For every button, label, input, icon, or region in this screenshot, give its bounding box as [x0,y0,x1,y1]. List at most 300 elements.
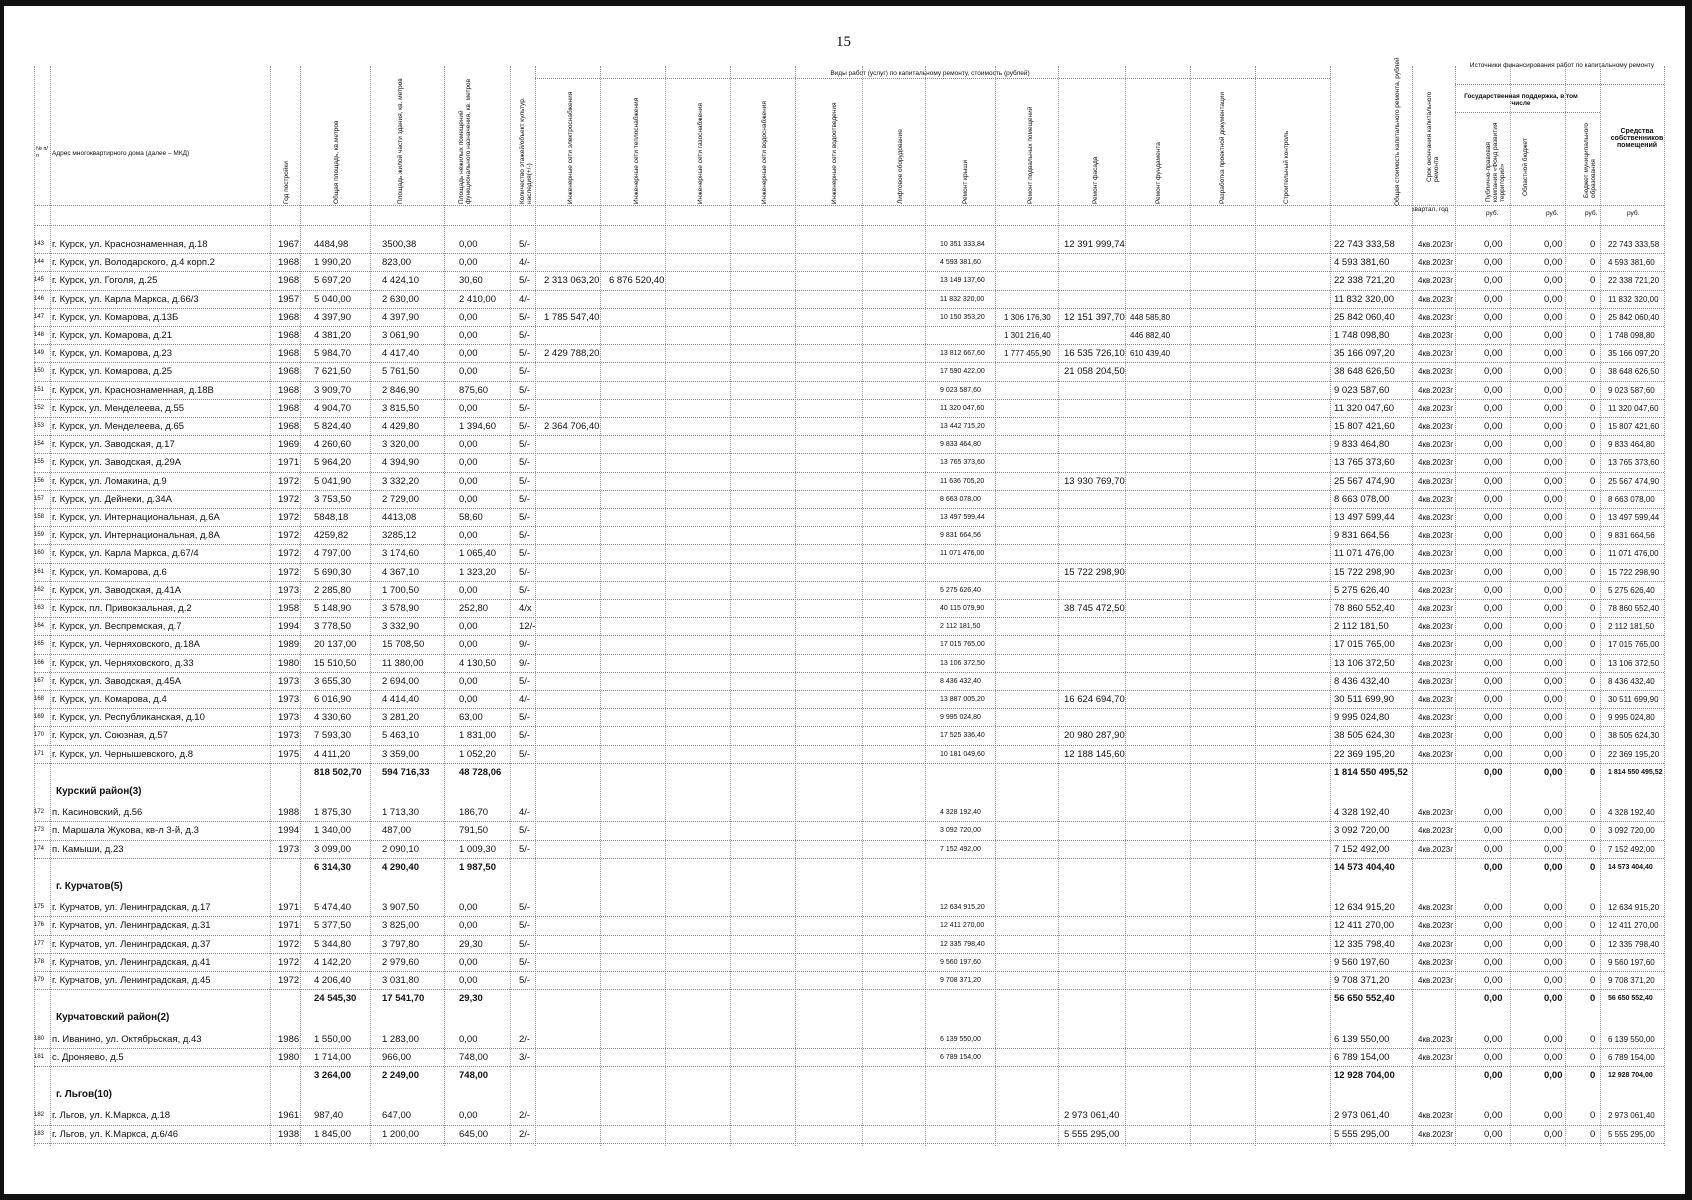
cell-roof: 9 560 197,60 [940,958,981,966]
cell-ta: 4 397,90 [314,311,351,323]
cell-roof: 5 275 626,40 [940,586,981,594]
unit-rub-municipal: руб. [1585,210,1598,217]
cell-f2: 0,00 [1544,730,1563,742]
cell-year: 1986 [278,1033,300,1045]
cell-la: 3 578,90 [382,603,419,614]
cell-year: 1989 [278,639,300,651]
cell-own: 30 511 699,90 [1608,695,1659,704]
cell-own: 9 995 024,80 [1608,713,1655,723]
cell-year: 1973 [278,843,300,855]
cell-tot: 22 369 195,20 [1334,748,1395,760]
cell-f1: 0,00 [1484,730,1503,742]
cell-f3: 0 [1590,1128,1596,1140]
header-lift: Лифтовое оборудование [897,129,904,204]
cell-f1: 0,00 [1484,748,1503,760]
cell-bas: 1 301 216,40 [1004,331,1051,340]
cell-f1: 0,00 [1484,1110,1503,1122]
table-row [34,600,1666,618]
cell-dl: 4кв.2023г [1418,604,1454,613]
cell-la: 966,00 [382,1051,412,1063]
cell-year: 1971 [278,902,300,914]
cell-roof: 13 442 715,20 [940,423,985,430]
cell-f1: 0,00 [1484,239,1503,250]
header-year: Год постройки [283,161,290,204]
cell-f2: 0,00 [1544,384,1563,396]
cell-la: 4 414,40 [382,694,419,705]
cell-own: 22 338 721,20 [1608,276,1660,286]
section-total-row [34,990,1666,1008]
header-control: Строительный контроль [1283,130,1290,204]
cell-own: 15 807 421,60 [1608,422,1660,431]
cell-na: 0,00 [459,920,478,932]
cell-n: 146 [34,295,45,302]
cell-year: 1975 [278,748,300,760]
cell-fl: 5/- [519,920,531,932]
cell-la: 4 397,90 [382,311,419,323]
cell-ta: 5 377,50 [314,920,351,932]
cell-la: 4 394,90 [382,457,419,469]
cell-dl: 4кв.2023г [1418,276,1454,286]
cell-f3: 0 [1590,1051,1596,1063]
cell-f2: 0,00 [1544,512,1563,523]
header-num: № п/п [36,146,48,159]
cell-f1: 0,00 [1484,530,1503,542]
cell-dl: 4кв.2023г [1418,731,1454,741]
total-f3: 0 [1590,766,1596,778]
cell-fl: 9/- [519,657,531,669]
group-title: г. Льгов(10) [56,1089,112,1101]
cell-dl: 4кв.2023г [1418,903,1454,913]
cell-na: 0,00 [459,956,478,968]
cell-n: 165 [34,641,45,648]
cell-tot: 11 071 476,00 [1334,548,1395,560]
cell-year: 1994 [278,621,300,633]
cell-own: 15 722 298,90 [1608,567,1660,577]
cell-own: 4 593 381,60 [1608,258,1655,268]
cell-tot: 12 634 915,20 [1334,902,1395,914]
cell-own: 22 743 333,58 [1608,240,1660,249]
cell-year: 1994 [278,825,300,837]
cell-tot: 11 832 320,00 [1334,293,1395,305]
cell-ta: 6 016,90 [314,694,351,705]
unit-deadline: квартал, год [1411,206,1449,213]
cell-dl: 4кв.2023г [1418,349,1454,359]
cell-f3: 0 [1590,956,1596,968]
cell-fl: 5/- [519,348,531,360]
cell-n: 180 [34,1035,45,1042]
cell-roof: 12 634 915,20 [940,904,985,912]
cell-dl: 4кв.2023г [1418,549,1454,559]
cell-fl: 5/- [519,730,531,742]
table-row [34,473,1666,491]
cell-addr: г. Курск, ул. Краснознаменная, д.18В [52,384,214,396]
cell-f2: 0,00 [1544,748,1563,760]
grid-line [34,205,1664,206]
cell-year: 1968 [278,366,300,378]
cell-la: 4413,08 [382,512,417,523]
cell-addr: г. Курск, ул. Веспремская, д.7 [52,621,182,633]
cell-tot: 1 748 098,80 [1334,330,1390,341]
cell-own: 9 023 587,60 [1608,385,1655,395]
cell-ta: 1 714,00 [314,1051,351,1063]
cell-fac: 13 930 769,70 [1064,475,1125,487]
cell-na: 0,00 [459,439,478,451]
cell-year: 1968 [278,348,300,360]
cell-tot: 13 106 372,50 [1334,657,1395,669]
cell-addr: г. Курск, ул. Комарова, д.13Б [52,311,179,323]
cell-roof: 8 436 432,40 [940,677,981,685]
table-row [34,727,1666,745]
cell-tot: 6 139 550,00 [1334,1033,1390,1045]
cell-roof: 13 149 137,60 [940,277,985,285]
grid-line [1455,84,1664,85]
cell-ta: 5 344,80 [314,938,351,950]
cell-year: 1973 [278,712,300,724]
cell-f3: 0 [1590,330,1596,341]
cell-f1: 0,00 [1484,843,1503,855]
table-row [34,804,1666,822]
cell-year: 1938 [278,1128,300,1140]
cell-la: 1 713,30 [382,807,419,819]
cell-n: 151 [34,386,45,393]
cell-dl: 4кв.2023г [1418,294,1454,304]
cell-la: 4 417,40 [382,348,419,360]
group-title: Курский район(3) [56,786,142,797]
cell-tot: 5 555 295,00 [1334,1128,1390,1140]
cell-na: 1 831,00 [459,730,496,742]
cell-f3: 0 [1590,843,1596,855]
cell-f2: 0,00 [1544,493,1563,505]
cell-f1: 0,00 [1484,956,1503,968]
total-la: 4 290,40 [382,861,419,873]
cell-own: 35 166 097,20 [1608,349,1660,359]
cell-f2: 0,00 [1544,530,1563,542]
cell-dl: 4кв.2023г [1418,331,1454,340]
cell-ta: 4 797,00 [314,548,351,560]
cell-addr: г. Курск, ул. Карла Маркса, д.67/4 [52,548,199,560]
cell-na: 2 410,00 [459,293,496,305]
cell-f2: 0,00 [1544,239,1563,250]
cell-own: 6 139 550,00 [1608,1034,1655,1044]
cell-f3: 0 [1590,275,1596,287]
cell-f2: 0,00 [1544,439,1563,451]
scan-border-left [0,0,4,1200]
cell-dl: 4кв.2023г [1418,585,1454,595]
cell-ta: 3 099,00 [314,843,351,855]
cell-f1: 0,00 [1484,621,1503,633]
cell-f3: 0 [1590,639,1596,651]
cell-roof: 9 831 664,56 [940,532,981,540]
cell-fac: 12 188 145,60 [1064,748,1125,760]
cell-dl: 4кв.2023г [1418,844,1454,854]
cell-f3: 0 [1590,566,1596,578]
cell-roof: 4 328 192,40 [940,809,981,817]
total-own: 1 814 550 495,52 [1608,768,1663,776]
cell-addr: г. Курск, ул. Интернациональная, д.6А [52,512,220,523]
total-own: 56 650 552,40 [1608,995,1653,1003]
cell-f3: 0 [1590,311,1596,323]
cell-fnd: 610 439,40 [1130,349,1171,359]
cell-ta: 5 148,90 [314,603,351,614]
cell-year: 1968 [278,421,300,432]
cell-roof: 4 593 381,60 [940,259,981,267]
cell-ta: 1 990,20 [314,257,351,269]
cell-year: 1972 [278,975,300,986]
cell-f1: 0,00 [1484,366,1503,378]
cell-f3: 0 [1590,257,1596,269]
cell-addr: г. Курск, пл. Привокзальная, д.2 [52,603,192,614]
cell-year: 1980 [278,657,300,669]
cell-elec: 1 785 547,40 [544,311,600,323]
cell-year: 1972 [278,493,300,505]
cell-tot: 4 593 381,60 [1334,257,1390,269]
cell-f3: 0 [1590,439,1596,451]
cell-f2: 0,00 [1544,920,1563,932]
cell-tot: 15 722 298,90 [1334,566,1395,578]
grid-line [34,225,1664,226]
cell-tot: 15 807 421,60 [1334,421,1395,432]
cell-tot: 35 166 097,20 [1334,348,1395,360]
cell-n: 179 [34,977,45,983]
cell-year: 1968 [278,384,300,396]
cell-own: 12 634 915,20 [1608,903,1660,913]
row-divider [34,1143,1664,1144]
cell-f1: 0,00 [1484,421,1503,432]
total-la: 2 249,00 [382,1070,419,1081]
total-na: 48 728,06 [459,766,502,778]
cell-f2: 0,00 [1544,675,1563,687]
cell-addr: г. Курчатов, ул. Ленинградская, д.41 [52,956,211,968]
cell-n: 154 [34,441,45,448]
cell-addr: г. Курск, ул. Союзная, д.57 [52,730,168,742]
cell-n: 181 [34,1053,45,1060]
cell-f1: 0,00 [1484,493,1503,505]
section-total-row [34,764,1666,782]
cell-year: 1967 [278,239,300,250]
cell-year: 1968 [278,311,300,323]
cell-fl: 5/- [519,902,531,914]
cell-f1: 0,00 [1484,902,1503,914]
cell-f1: 0,00 [1484,330,1503,341]
cell-tot: 30 511 699,90 [1334,694,1395,705]
cell-f3: 0 [1590,348,1596,360]
cell-own: 5 555 295,00 [1608,1129,1655,1139]
cell-roof: 9 833 464,80 [940,441,981,449]
cell-n: 178 [34,958,45,965]
cell-roof: 13 812 667,60 [940,350,985,358]
cell-f1: 0,00 [1484,257,1503,269]
cell-n: 167 [34,677,45,684]
cell-la: 15 708,50 [382,639,425,651]
cell-f3: 0 [1590,548,1596,560]
cell-ta: 3 753,50 [314,493,351,505]
cell-f3: 0 [1590,603,1596,614]
cell-dl: 4кв.2023г [1418,513,1454,522]
cell-tot: 4 328 192,40 [1334,807,1390,819]
cell-na: 0,00 [459,330,478,341]
cell-tot: 38 505 624,30 [1334,730,1395,742]
section-total-row [34,859,1666,877]
cell-n: 162 [34,586,45,593]
cell-la: 487,00 [382,825,412,837]
cell-own: 25 567 474,90 [1608,476,1660,486]
cell-fl: 5/- [519,439,531,451]
cell-own: 8 436 432,40 [1608,676,1655,686]
cell-f1: 0,00 [1484,457,1503,469]
cell-fac: 12 391 999,74 [1064,239,1125,250]
cell-f3: 0 [1590,712,1596,724]
cell-dl: 4кв.2023г [1418,640,1454,650]
cell-f1: 0,00 [1484,584,1503,596]
header-elec: Инженерные сети электроснабжения [567,91,574,204]
cell-addr: г. Курск, ул. Комарова, д.23 [52,348,173,360]
cell-ta: 1 550,00 [314,1033,351,1045]
cell-f2: 0,00 [1544,639,1563,651]
cell-n: 168 [34,696,45,702]
cell-la: 3 815,50 [382,402,419,414]
cell-own: 1 748 098,80 [1608,331,1655,340]
cell-f1: 0,00 [1484,566,1503,578]
cell-na: 875,60 [459,384,489,396]
cell-bas: 1 777 455,90 [1004,349,1051,359]
cell-la: 4 367,10 [382,566,419,578]
cell-n: 145 [34,277,45,284]
cell-own: 13 497 599,44 [1608,513,1660,522]
cell-fac: 21 058 204,50 [1064,366,1125,378]
cell-addr: г. Курск, ул. Менделеева, д.55 [52,402,185,414]
unit-rub-fund: руб. [1486,210,1499,217]
cell-n: 183 [34,1130,45,1137]
cell-ta: 4 904,70 [314,402,351,414]
cell-fl: 5/- [519,712,531,724]
cell-fl: 5/- [519,493,531,505]
cell-na: 0,00 [459,1110,478,1122]
cell-ta: 20 137,00 [314,639,357,651]
cell-la: 1 700,50 [382,584,419,596]
cell-fac: 15 722 298,90 [1064,566,1125,578]
cell-f2: 0,00 [1544,1110,1563,1122]
cell-roof: 17 525 336,40 [940,732,985,740]
header-total-area: Общая площадь, кв.метров [333,120,340,204]
cell-tot: 9 831 664,56 [1334,530,1390,542]
cell-roof: 17 015 765,00 [940,641,985,649]
cell-fl: 2/- [519,1033,531,1045]
cell-la: 3 332,20 [382,475,419,487]
cell-fl: 5/- [519,584,531,596]
cell-tot: 38 648 626,50 [1334,366,1395,378]
cell-n: 173 [34,827,45,834]
cell-na: 1 052,20 [459,748,496,760]
cell-la: 3 332,90 [382,621,419,633]
cell-year: 1957 [278,293,300,305]
header-gas: Инженерные сети газоснабжения [697,103,704,204]
cell-f3: 0 [1590,493,1596,505]
cell-na: 0,00 [459,1033,478,1045]
table-row [34,673,1666,691]
total-ta: 3 264,00 [314,1070,351,1081]
cell-roof: 17 590 422,00 [940,368,985,376]
cell-fac: 20 980 287,90 [1064,730,1125,742]
table-row [34,491,1666,509]
cell-la: 2 729,00 [382,493,419,505]
cell-addr: п. Иванино, ул. Октябрьская, д.43 [52,1033,202,1045]
cell-na: 0,00 [459,694,478,705]
cell-ta: 4484,98 [314,239,349,250]
cell-roof: 6 789 154,00 [940,1053,981,1061]
header-roof: Ремонт крыши [962,159,969,204]
cell-f1: 0,00 [1484,548,1503,560]
cell-f2: 0,00 [1544,956,1563,968]
cell-f1: 0,00 [1484,975,1503,986]
cell-f2: 0,00 [1544,712,1563,724]
cell-la: 3 797,80 [382,938,419,950]
cell-la: 3 359,00 [382,748,419,760]
cell-year: 1968 [278,330,300,341]
cell-la: 647,00 [382,1110,412,1122]
cell-fl: 5/- [519,421,531,432]
cell-tot: 2 112 181,50 [1334,621,1389,633]
cell-ta: 5 697,20 [314,275,351,287]
cell-na: 1 323,20 [459,566,496,578]
cell-fl: 5/- [519,566,531,578]
cell-dl: 4кв.2023г [1418,749,1454,759]
cell-own: 12 335 798,40 [1608,939,1660,949]
cell-tot: 9 560 197,60 [1334,956,1390,968]
cell-f1: 0,00 [1484,675,1503,687]
total-ta: 6 314,30 [314,861,351,873]
cell-n: 144 [34,259,45,266]
cell-f1: 0,00 [1484,639,1503,651]
cell-tot: 25 842 060,40 [1334,311,1395,323]
cell-dl: 4кв.2023г [1418,921,1454,931]
cell-na: 0,00 [459,366,478,378]
cell-dl: 4кв.2023г [1418,957,1454,967]
cell-ta: 3 909,70 [314,384,351,396]
cell-addr: г. Курск, ул. Заводская, д.41А [52,584,182,596]
header-fund: Публично-правовая компания «Фонд развития территорий» [1485,122,1506,202]
table-row [34,954,1666,972]
cell-tot: 12 411 270,00 [1334,920,1395,932]
cell-dl: 4кв.2023г [1418,808,1454,818]
cell-own: 9 708 371,20 [1608,976,1655,985]
cell-own: 12 411 270,00 [1608,921,1659,931]
cell-addr: г. Курск, ул. Ломакина, д.9 [52,475,167,487]
group-title: г. Курчатов(5) [56,881,123,892]
cell-roof: 12 411 270,00 [940,922,985,930]
cell-f3: 0 [1590,621,1596,633]
cell-n: 164 [34,623,45,630]
cell-elec: 2 429 788,20 [544,348,600,360]
cell-f1: 0,00 [1484,825,1503,837]
cell-la: 3 907,50 [382,902,419,914]
cell-n: 177 [34,940,45,947]
cell-fl: 5/- [519,402,531,414]
cell-na: 0,00 [459,402,478,414]
cell-own: 22 369 195,20 [1608,749,1660,759]
cell-tot: 2 973 061,40 [1334,1110,1390,1122]
cell-la: 3 061,90 [382,330,419,341]
cell-addr: г. Курск, ул. Республиканская, д.10 [52,712,205,724]
cell-f2: 0,00 [1544,1128,1563,1140]
header-regional: Областной бюджет [1522,138,1529,196]
cell-dl: 4кв.2023г [1418,1034,1454,1044]
total-own: 14 573 404,40 [1608,863,1653,871]
cell-f2: 0,00 [1544,621,1563,633]
cell-dl: 4кв.2023г [1418,567,1454,577]
cell-tot: 12 335 798,40 [1334,938,1395,950]
cell-ta: 2 285,80 [314,584,351,596]
cell-addr: г. Курск, ул. Заводская, д.17 [52,439,175,451]
